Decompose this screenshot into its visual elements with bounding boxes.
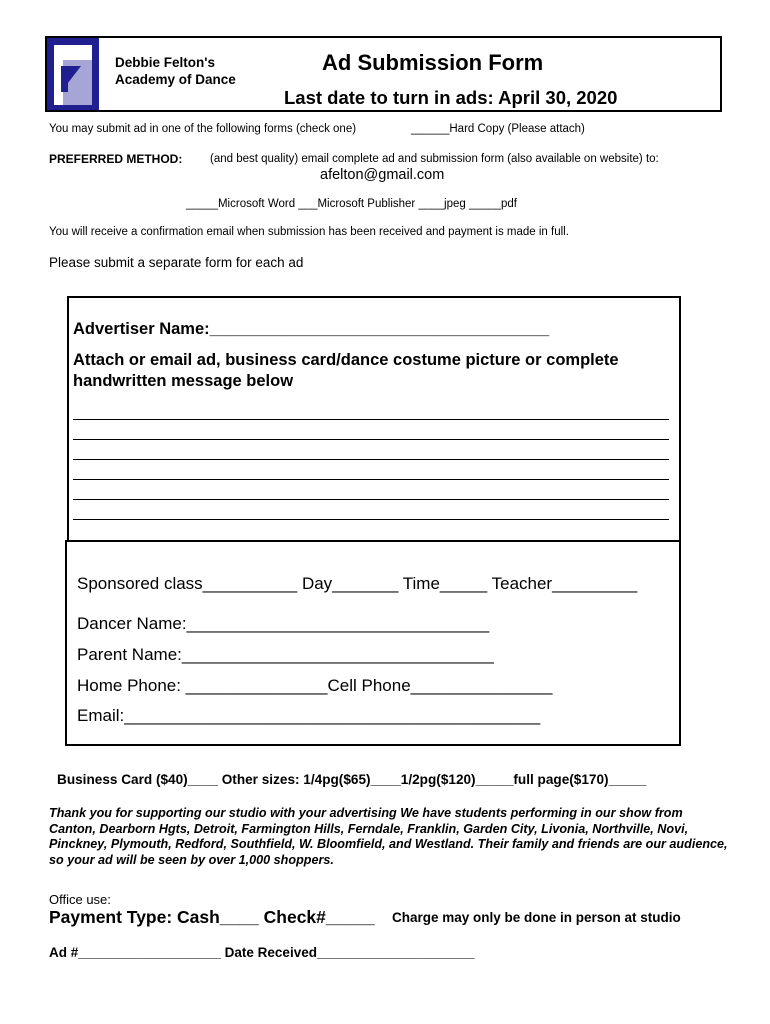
preferred-method-label: PREFERRED METHOD: xyxy=(49,152,183,166)
message-line[interactable] xyxy=(73,519,669,520)
separate-form-note: Please submit a separate form for each ad xyxy=(49,255,304,270)
attach-instructions-line2: handwritten message below xyxy=(73,372,294,390)
message-line[interactable] xyxy=(73,479,669,480)
email-field[interactable]: Email:____________________________________________ xyxy=(77,706,541,725)
ad-number-date-received[interactable]: Ad #___________________ Date Received_____________________ xyxy=(49,945,475,960)
message-line[interactable] xyxy=(73,439,669,440)
phone-fields[interactable]: Home Phone: _______________Cell Phone_______________ xyxy=(77,676,553,695)
message-line[interactable] xyxy=(73,459,669,460)
confirmation-text: You will receive a confirmation email when submission has been received and payment is made in full. xyxy=(49,226,569,238)
ad-size-pricing[interactable]: Business Card ($40)____ Other sizes: 1/4pg($65)____1/2pg($120)_____full page($170)_____ xyxy=(57,772,647,787)
attach-instructions-line1: Attach or email ad, business card/dance costume picture or complete xyxy=(73,351,619,369)
file-format-options[interactable]: _____Microsoft Word ___Microsoft Publisher ____jpeg _____pdf xyxy=(186,198,517,210)
hard-copy-option[interactable]: ______Hard Copy (Please attach) xyxy=(411,123,585,135)
message-line[interactable] xyxy=(73,499,669,500)
deadline-text: Last date to turn in ads: April 30, 2020 xyxy=(284,87,618,108)
form-title: Ad Submission Form xyxy=(322,50,544,75)
sponsored-class-field[interactable]: Sponsored class__________ Day_______ Time_____ Teacher_________ xyxy=(77,574,638,593)
message-line[interactable] xyxy=(73,419,669,420)
submission-email[interactable]: afelton@gmail.com xyxy=(320,167,445,183)
office-use-label: Office use: xyxy=(49,892,111,907)
form-header xyxy=(45,36,722,112)
preferred-method-text: (and best quality) email complete ad and submission form (also available on website) to: xyxy=(210,153,659,165)
academy-name: Debbie Felton's Academy of Dance xyxy=(115,55,236,87)
charge-note: Charge may only be done in person at studio xyxy=(392,910,681,925)
submit-forms-text: You may submit ad in one of the following forms (check one) xyxy=(49,123,357,135)
thank-you-note: Thank you for supporting our studio with your advertising We have students performing in our show from Canton, Dearborn Hgts, Detroit, Farmington Hills, Ferndale, Franklin, Garden City, Livonia, Northville, Novi, Pinckney, Plymouth, Redford, Southfield, W. Bloomfield, and Westland. Their family and friends are our audience, so your ad will be seen by over 1,000 shoppers. xyxy=(49,806,728,867)
dancer-info-box xyxy=(65,540,681,746)
academy-logo xyxy=(47,38,99,110)
parent-name-field[interactable]: Parent Name:_________________________________ xyxy=(77,645,494,664)
dancer-name-field[interactable]: Dancer Name:________________________________ xyxy=(77,614,490,633)
advertiser-name-field[interactable]: Advertiser Name:_____________________________________ xyxy=(73,320,550,338)
payment-type-field[interactable]: Payment Type: Cash____ Check#_____ xyxy=(49,907,375,927)
